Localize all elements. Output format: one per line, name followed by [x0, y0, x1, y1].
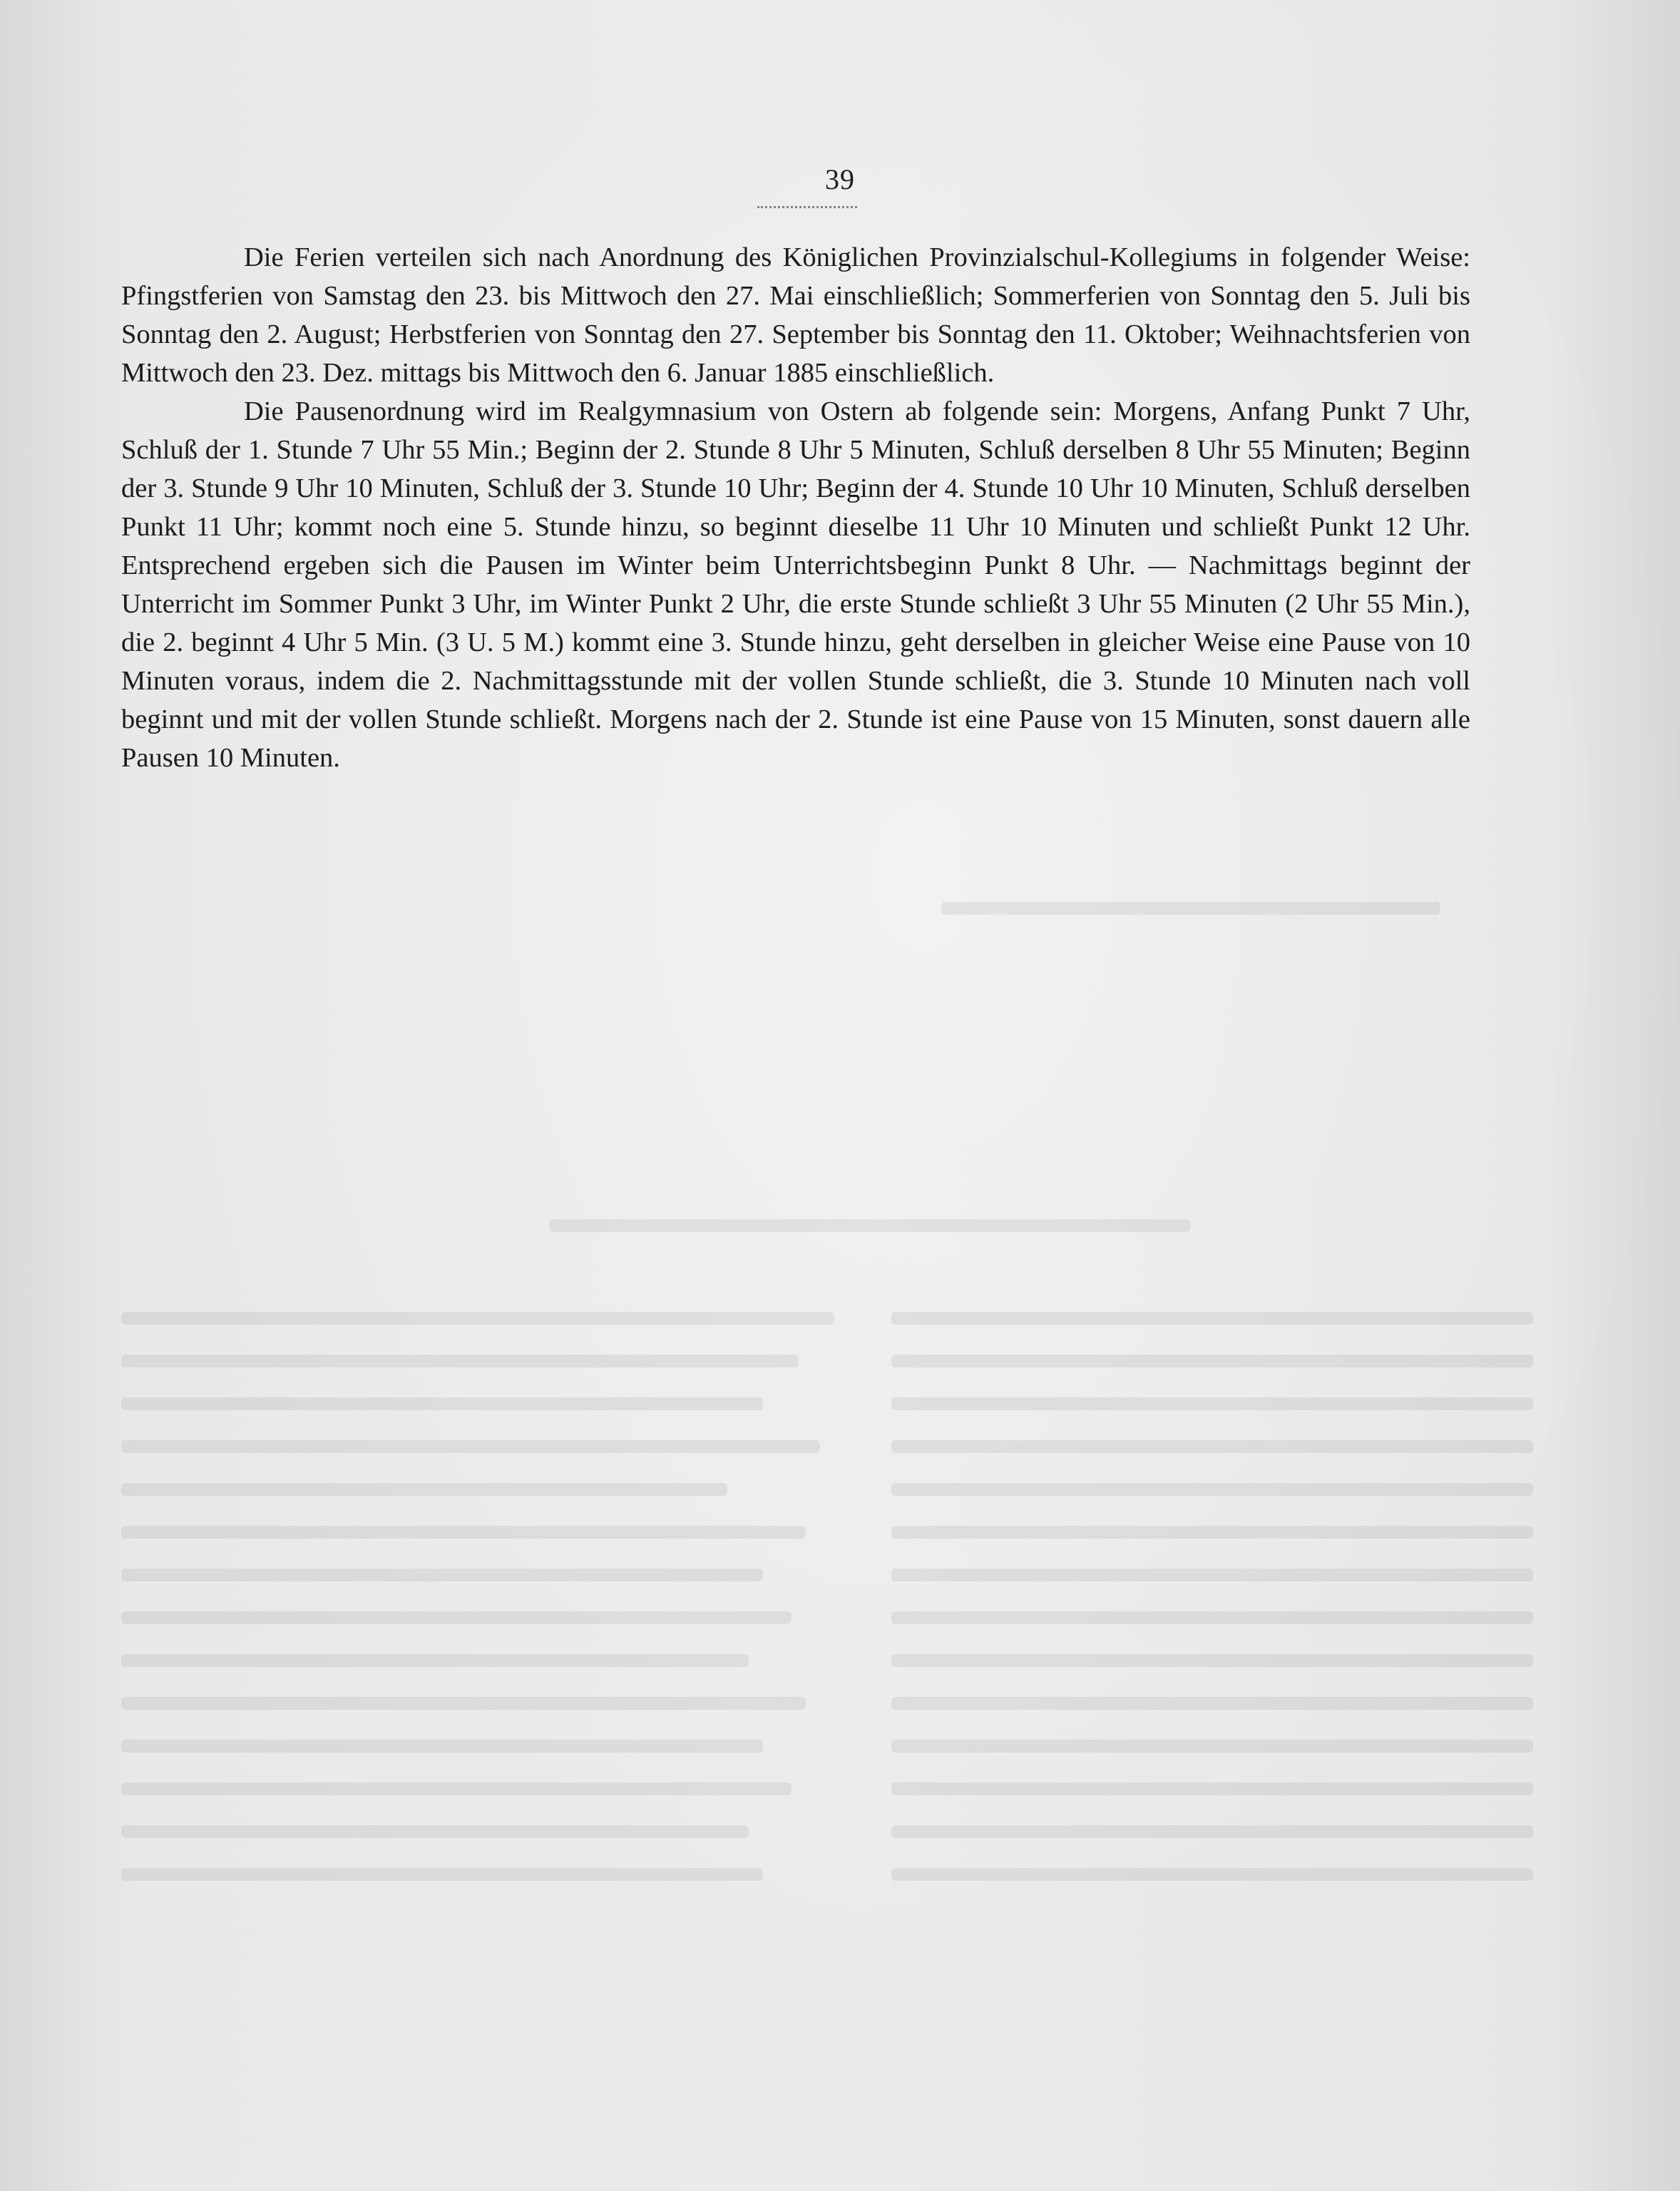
- body-text: [121, 238, 1470, 777]
- bleed-through-texture: [121, 891, 1590, 1961]
- page-number: 39: [825, 163, 855, 195]
- page-number-ornament: [757, 202, 857, 208]
- paragraph-break-schedule: Die Pausenordnung wird im Realgymnasium von Ostern ab folgende sein: Morgens, Anfang Punkt 7 Uhr, Schluß der 1. Stunde 7 Uhr 55 Min.; Beginn der 2. Stunde 8 Uhr 5 Minuten, Schluß derselben 8 Uhr 55 Minuten; Beginn der 3. Stunde 9 Uhr 10 Minuten, Schluß der 3. Stunde 10 Uhr; Beginn der 4. Stunde 10 Uhr 10 Minuten, Schluß derselben Punkt 11 Uhr; kommt noch eine 5. Stunde hinzu, so beginnt dieselbe 11 Uhr 10 Minuten und schließt Punkt 12 Uhr. Entsprechend ergeben sich die Pausen im Winter beim Unterrichtsbeginn Punkt 8 Uhr. — Nachmittags beginnt der Unterricht im Sommer Punkt 3 Uhr, im Winter Punkt 2 Uhr, die erste Stunde schließt 3 Uhr 55 Minuten (2 Uhr 55 Min.), die 2. beginnt 4 Uhr 5 Min. (3 U. 5 M.) kommt eine 3. Stunde hinzu, geht derselben in gleicher Weise eine Pause von 10 Minuten voraus, indem die 2. Nachmittagsstunde mit der vollen Stunde schließt, die 3. Stunde 10 Minuten nach voll beginnt und mit der vollen Stunde schließt. Morgens nach der 2. Stunde ist eine Pause von 15 Minuten, sonst dauern alle Pausen 10 Minuten.: [121, 396, 1470, 773]
- paragraph-holidays: Die Ferien verteilen sich nach Anordnung des Königlichen Provinzialschul-Kollegiums in folgender Weise: Pfingstferien von Samstag den 23. bis Mittwoch den 27. Mai einschließlich; Sommerferien von Sonntag den 5. Juli bis Sonntag den 2. August; Herbstferien von Sonntag den 27. September bis Sonntag den 11. Oktober; Weihnachtsferien von Mittwoch den 23. Dez. mittags bis Mittwoch den 6. Januar 1885 einschließlich.: [121, 242, 1470, 388]
